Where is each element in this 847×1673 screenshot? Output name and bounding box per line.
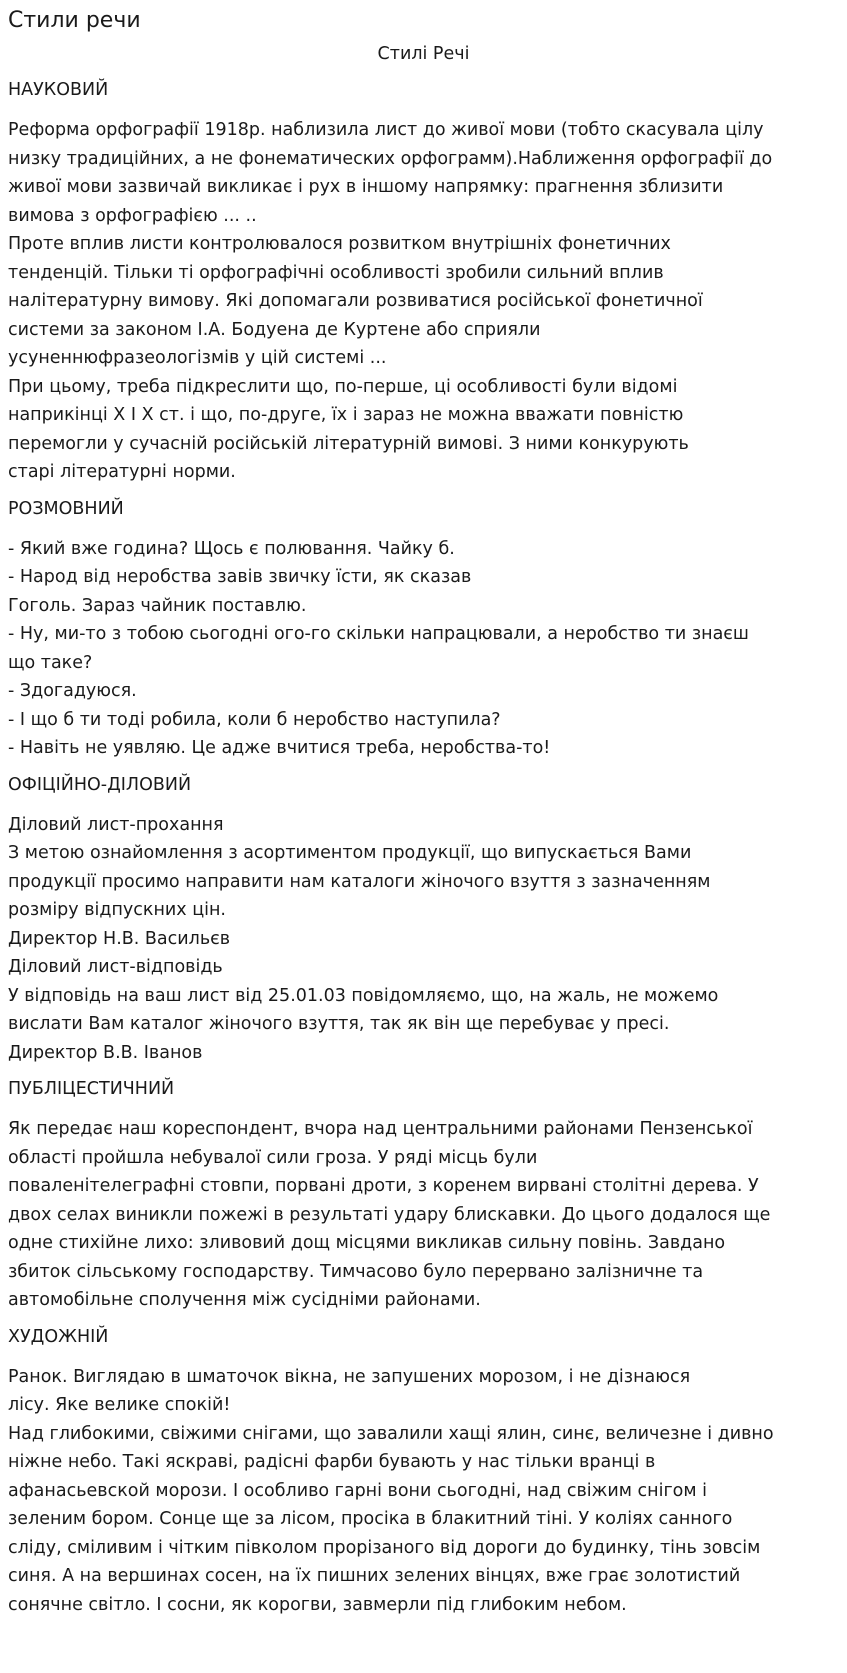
text-line: зеленим бором. Сонце ще за лісом, просіка в блакитний тіні. У коліях санного [8,1509,733,1529]
text-line: - Здогадуюся. [8,681,137,701]
text-line: ніжне небо. Такі яскраві, радісні фарби бувають у нас тільки вранці в [8,1452,656,1472]
text-line: синя. А на вершинах сосен, на їх пишних зелених вінцях, вже грає золотистий [8,1566,741,1586]
text-line: низку традиційних, а не фонематических орфограмм).Наближення орфографії до [8,148,773,169]
text-line: Діловий лист-прохання [8,814,224,835]
page-title: Стили речи [8,8,141,33]
text-line: живої мови зазвичай викликає і рух в іншому напрямку: прагнення зблизити [8,177,724,197]
text-line: - Ну, ми-то з тобою сьогодні ого-го скільки напрацювали, а неробство ти знаєш [8,624,749,644]
text-line: Директор В.В. Іванов [8,1042,203,1063]
section-body-naukovyi [8,116,839,487]
text-line: - Який вже година? Щось є полювання. Чайку б. [8,538,455,559]
section-body-ofitsiino-dilovyi [8,811,839,1068]
section-title-publitsystychnyi: ПУБЛІЦЕСТИЧНИЙ [8,1079,175,1099]
text-line: З метою ознайомлення з асортиментом продукції, що випускається Вами [8,843,692,863]
section-body-publitsystychnyi [8,1115,839,1315]
text-line: двох селах виникли пожежі в результаті удару блискавки. До цього додалося ще [8,1204,771,1225]
text-line: тенденцій. Тільки ті орфографічні особливості зробили сильний вплив [8,262,664,283]
text-line: що таке? [8,652,93,673]
text-line: старі літературні норми. [8,462,236,482]
text-line: Над глибокими, свіжими снігами, що завалили хащі ялин, синє, величезне і дивно [8,1423,774,1444]
text-line: - І що б ти тоді робила, коли б неробство наступила? [8,709,501,730]
text-line: Реформа орфографії 1918р. наблизила лист до живої мови (тобто скасувала цілу [8,120,764,140]
text-line: сліду, сміливим і чітким півколом прорізаного від дороги до будинку, тінь зовсім [8,1537,761,1558]
document-heading: Стилі Речі [377,44,470,64]
text-line: системи за законом І.А. Бодуена де Куртене або сприяли [8,319,541,340]
text-line: Ранок. Виглядаю в шматочок вікна, не запушених морозом, і не дізнаюся [8,1366,691,1387]
text-line: розміру відпускних цін. [8,900,226,920]
section-body-rozmovnyi [8,535,839,763]
text-line: усуненнюфразеологізмів у цій системі ... [8,348,387,368]
text-line: Діловий лист-відповідь [8,957,223,977]
text-line: При цьому, треба підкреслити що, по-перше, ці особливості були відомі [8,376,678,397]
text-line: У відповідь на ваш лист від 25.01.03 повідомляємо, що, на жаль, не можемо [8,985,719,1006]
text-line: Як передає наш кореспондент, вчора над центральними районами Пензенської [8,1119,753,1139]
text-line: - Навіть не уявляю. Це адже вчитися треба, неробства-то! [8,738,551,758]
text-line: збиток сільському господарству. Тимчасово було перервано залізничне та [8,1261,704,1282]
text-line: афанасьевской морози. І особливо гарні вони сьогодні, над свіжим снігом і [8,1480,707,1501]
text-line: налітературну вимову. Які допомагали розвиватися російської фонетичної [8,291,703,311]
text-line: перемогли у сучасній російській літературній вимові. З ними конкурують [8,433,689,454]
text-line: одне стихійне лихо: зливовий дощ місцями викликав сильну повінь. Завдано [8,1233,726,1253]
text-line: автомобільне сполучення між сусідніми районами. [8,1290,481,1310]
text-line: продукції просимо направити нам каталоги жіночого взуття з зазначенням [8,871,711,892]
text-line: вимова з орфографією ... .. [8,205,257,226]
section-title-ofitsiino-dilovyi: ОФІЦІЙНО-ДІЛОВИЙ [8,774,192,795]
section-title-naukovyi: НАУКОВИЙ [8,80,109,100]
text-line: - Народ від неробства завів звичку їсти, як сказав [8,567,472,587]
text-line: Директор Н.В. Васильєв [8,928,231,949]
text-line: Проте вплив листи контролювалося розвитком внутрішніх фонетичних [8,234,671,254]
text-line: Гоголь. Зараз чайник поставлю. [8,595,307,616]
text-line: наприкінці X I X ст. і що, по-друге, їх і зараз не можна вважати повністю [8,405,684,425]
section-body-khudozhnii [8,1363,839,1620]
section-title-khudozhnii: ХУДОЖНІЙ [8,1326,109,1347]
text-line: вислати Вам каталог жіночого взуття, так як він ще перебуває у пресі. [8,1014,670,1034]
text-line: сонячне світло. І сосни, як корогви, завмерли під глибоким небом. [8,1594,627,1615]
text-line: лісу. Яке велике спокій! [8,1395,231,1415]
section-title-rozmovnyi: РОЗМОВНИЙ [8,498,124,519]
text-line: області пройшла небувалої сили гроза. У ряді місць були [8,1147,538,1168]
text-line: поваленітелеграфні стовпи, порвані дроти, з коренем вирвані столітні дерева. У [8,1176,759,1196]
